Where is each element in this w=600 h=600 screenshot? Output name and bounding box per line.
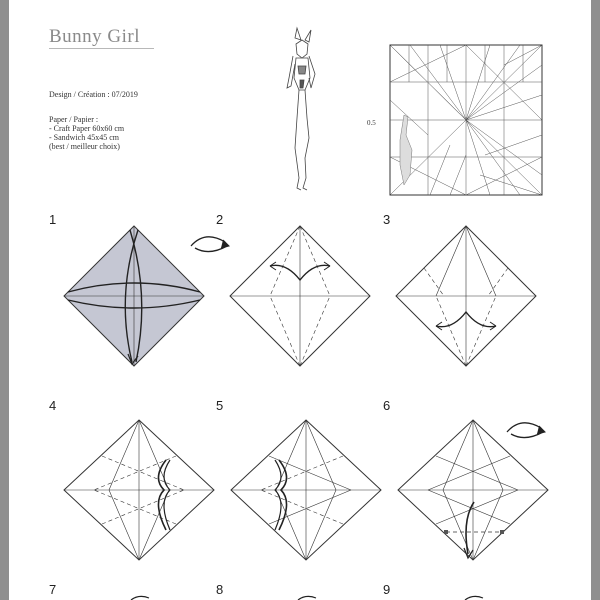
step-number-3: 3 <box>383 212 391 227</box>
page-title: Bunny Girl <box>49 26 141 47</box>
bunny-girl-figure <box>269 28 339 198</box>
step-3-diagram <box>396 226 536 366</box>
title-underline <box>49 48 154 49</box>
step-number-1: 1 <box>49 212 57 227</box>
step-9-arrow-partial <box>463 594 493 600</box>
paper-option-sandwich: - Sandwich 45x45 cm <box>49 133 119 142</box>
step-number-5: 5 <box>216 398 224 413</box>
crease-pattern-label: 0.5 <box>367 119 376 127</box>
step-number-9: 9 <box>383 582 391 597</box>
step-4-diagram <box>64 420 214 560</box>
step-number-2: 2 <box>216 212 224 227</box>
step-number-6: 6 <box>383 398 391 413</box>
step-8-arrow-partial <box>296 594 326 600</box>
step-number-7: 7 <box>49 582 57 597</box>
step-1-diagram <box>64 226 204 366</box>
paper-option-craft: - Craft Paper 60x60 cm <box>49 124 125 133</box>
step-number-8: 8 <box>216 582 224 597</box>
crease-pattern <box>390 45 542 195</box>
step-number-4: 4 <box>49 398 57 413</box>
design-date: Design / Création : 07/2019 <box>49 90 138 99</box>
step-7-arrow-partial <box>129 594 159 600</box>
step-6-diagram <box>398 420 548 560</box>
instruction-page <box>9 0 591 600</box>
step-5-diagram <box>231 420 381 560</box>
paper-option-note: (best / meilleur choix) <box>49 142 120 151</box>
step-2-diagram <box>230 226 370 366</box>
paper-heading: Paper / Papier : <box>49 115 99 124</box>
